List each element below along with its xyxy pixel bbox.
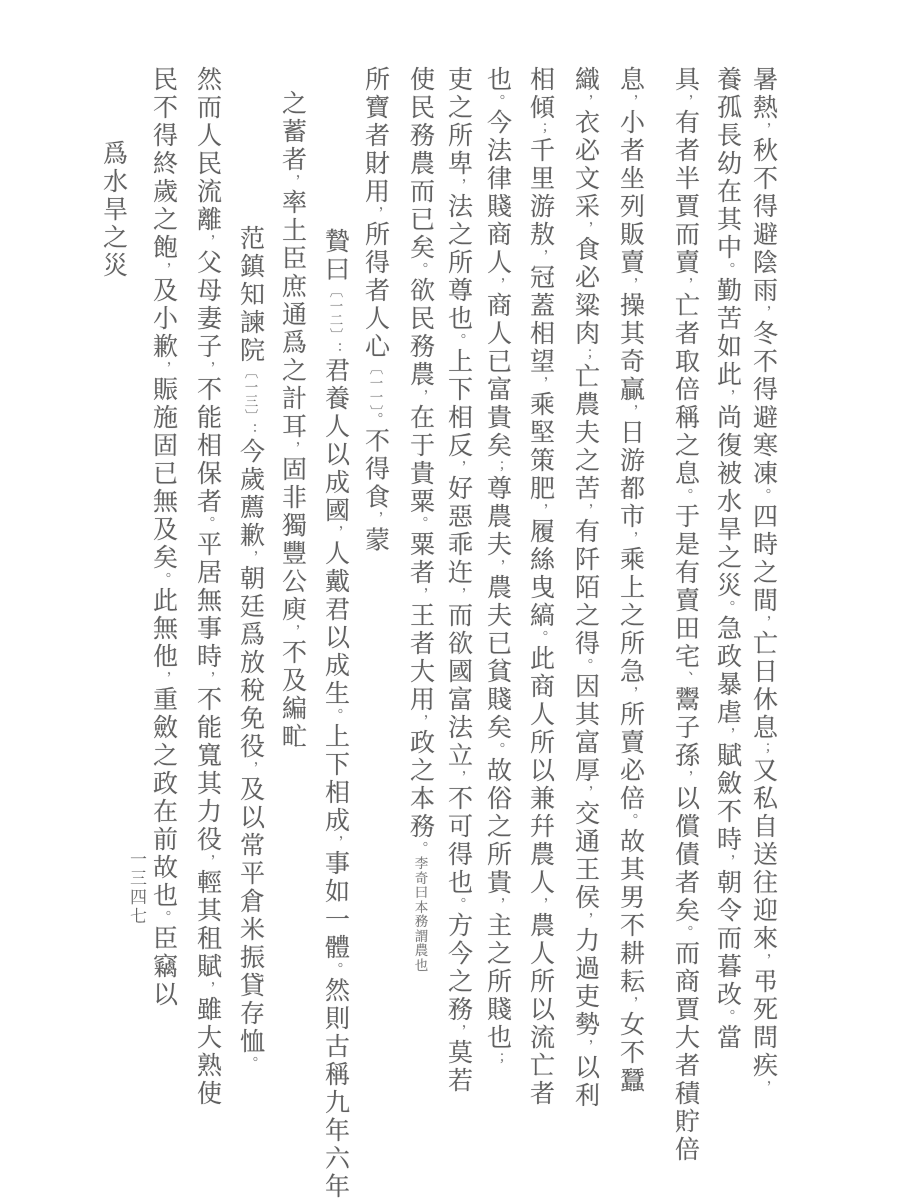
- text-column: 使民務農而已矣。欲民務農，在于貴粟。粟者，王者大用，政之本務。李奇曰本務謂農也: [406, 66, 434, 972]
- text-column: 織，衣必文采，食必粱肉；亡農夫之苦，有阡陌之得。因其富厚，交通王侯，力過吏勢，以利: [571, 66, 599, 1110]
- text-column: 民不得終歲之飽，及小歉，賑施固已無及矣。此無他，重斂之政在前故也。臣竊以: [149, 66, 177, 1009]
- text-column: 相傾；千里游敖，冠蓋相望，乘堅策肥，履絲曳縞。此商人所以兼幷農人，農人所以流亡者: [526, 66, 554, 1108]
- text-column: 養孤長幼在其中。勤苦如此，尚復被水旱之災。急政暴虐，賦斂不時，朝令而暮改。當: [713, 66, 741, 1052]
- text-column: 贄曰〔一二〕：君養人以成國，人戴君以成生。上下相成，事如一體。然則古稱九年六年: [321, 228, 349, 1201]
- text-column: 也。今法律賤商人，商人已富貴矣；尊農夫，農夫已貧賤矣。故俗之所貴，主之所賤也；: [483, 66, 511, 1067]
- page-number: 一三四七: [127, 850, 146, 926]
- text-column: 爲水旱之災: [99, 140, 127, 280]
- text-column: 具，有者半賈而賣，亡者取倍稱之息。于是有賣田宅、鬻子孫，以償債者矣。而商賈大者積貯倍: [671, 66, 699, 1164]
- text-column: 息，小者坐列販賣，操其奇贏，日游都市，乘上之所急，所賣必倍。故其男不耕耘，女不蠶: [616, 66, 644, 1095]
- text-column: 然而人民流離，父母妻子，不能相保者。平居無事時，不能寬其力役，輕其租賦，雖大熟使: [193, 66, 221, 1108]
- text-column: 范鎮知諫院〔一三〕：今歲薦歉，朝廷爲放稅免役，及以常平倉米振貸存恤。: [236, 225, 264, 1071]
- text-column: 吏之所卑，法之所尊也。上下相反，好惡乖迕，而欲國富法立，不可得也。方今之務，莫若: [444, 66, 472, 1095]
- text-column: 之蓄者，率土臣庶通爲之計耳，固非獨豐公庾，不及編甿: [278, 90, 306, 751]
- text-column: 暑熱，秋不得避陰雨，冬不得避寒凍。四時之間，亡日休息；又私自送往迎來，弔死問疾，: [749, 66, 777, 1095]
- text-column: 所寶者財用，所得者人心〔一一〕。不得食，蒙: [361, 66, 389, 555]
